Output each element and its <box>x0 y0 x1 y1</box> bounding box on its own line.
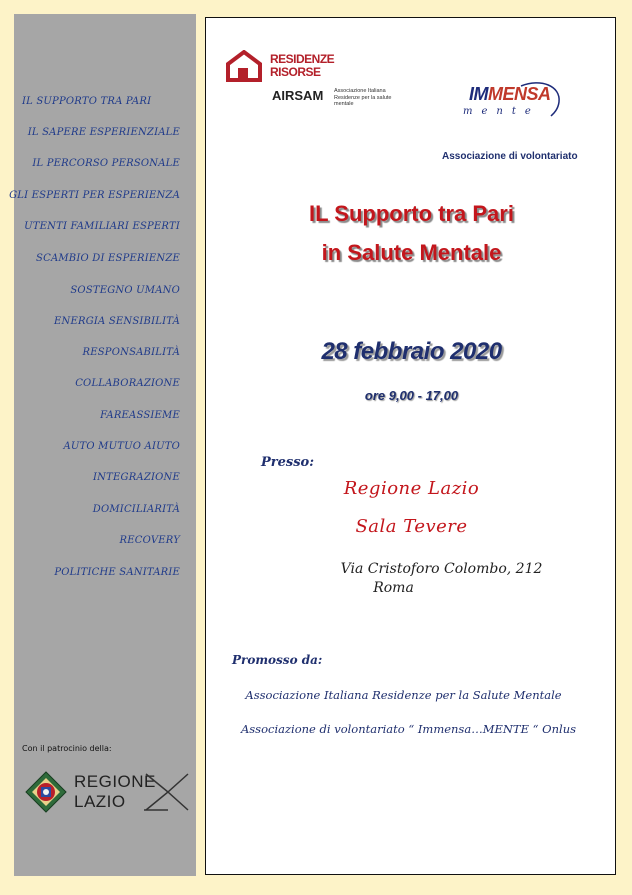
sidebar-item: ENERGIA SENSIBILITÀ <box>54 316 180 327</box>
promoters-label: Promosso da: <box>232 653 323 667</box>
sidebar-item: COLLABORAZIONE <box>75 378 180 389</box>
residenze-wordmark <box>270 53 334 79</box>
sidebar-item: UTENTI FAMILIARI ESPERTI <box>24 221 180 232</box>
immensa-part-a: IM <box>469 84 488 104</box>
residenze-line1: RESIDENZE <box>270 52 335 66</box>
street-address: Via Cristoforo Colombo, 212 <box>340 561 543 577</box>
lazio-line1: REGIONE <box>74 772 156 791</box>
venue-line2: Sala Tevere <box>355 516 468 537</box>
title-line2: in Salute Mentale <box>321 240 502 265</box>
lazio-line2: LAZIO <box>74 792 126 811</box>
immensa-part-b: MENSA <box>488 84 551 104</box>
sidebar-item: IL SAPERE ESPERIENZIALE <box>27 127 180 138</box>
sidebar-item: POLITICHE SANITARIE <box>54 567 180 578</box>
sidebar-item: SOSTEGNO UMANO <box>70 285 180 296</box>
sidebar-item: AUTO MUTUO AIUTO <box>63 441 180 452</box>
promoter-item: Associazione di volontariato “ Immensa…MENTE “ Onlus <box>240 722 577 736</box>
airsam-wordmark: AIRSAM <box>272 88 324 103</box>
sidebar-item: RECOVERY <box>119 535 180 546</box>
immensa-mente-logo <box>461 80 571 140</box>
sidebar-item: SCAMBIO DI ESPERIENZE <box>36 253 180 264</box>
sidebar-item: GLI ESPERTI PER ESPERIENZA <box>9 190 180 201</box>
lazio-crest-icon <box>24 770 68 814</box>
lazio-chevron-icon <box>144 770 190 814</box>
city: Roma <box>373 580 414 596</box>
venue-line1: Regione Lazio <box>343 478 480 499</box>
sidebar-item: INTEGRAZIONE <box>93 472 180 483</box>
immensa-wordmark <box>469 84 551 105</box>
patrocinio-label: Con il patrocinio della: <box>22 744 112 753</box>
sidebar-item: IL PERCORSO PERSONALE <box>32 158 180 169</box>
sidebar-item: FAREASSIEME <box>100 410 180 421</box>
presso-label: Presso: <box>261 455 315 470</box>
house-icon <box>224 50 266 84</box>
association-type: Associazione di volontariato <box>442 151 578 162</box>
promoter-item: Associazione Italiana Residenze per la Salute Mentale <box>245 688 562 702</box>
residenze-line2: RISORSE <box>270 65 321 79</box>
residenze-risorse-logo <box>224 50 392 140</box>
event-time: ore 9,00 - 17,00 <box>364 388 459 403</box>
regione-lazio-logo <box>24 766 192 828</box>
sidebar-item: IL SUPPORTO TRA PARI <box>22 96 152 107</box>
sidebar-item: RESPONSABILITÀ <box>82 347 180 358</box>
sidebar-item: DOMICILIARITÀ <box>92 504 180 515</box>
mente-wordmark: mente <box>463 106 540 117</box>
event-date: 28 febbraio 2020 <box>321 338 502 365</box>
airsam-subtitle: Associazione Italiana Residenze per la salute mentale <box>334 88 392 107</box>
sidebar <box>9 14 196 876</box>
main-panel <box>205 17 616 875</box>
title-line1: IL Supporto tra Pari <box>309 201 514 226</box>
